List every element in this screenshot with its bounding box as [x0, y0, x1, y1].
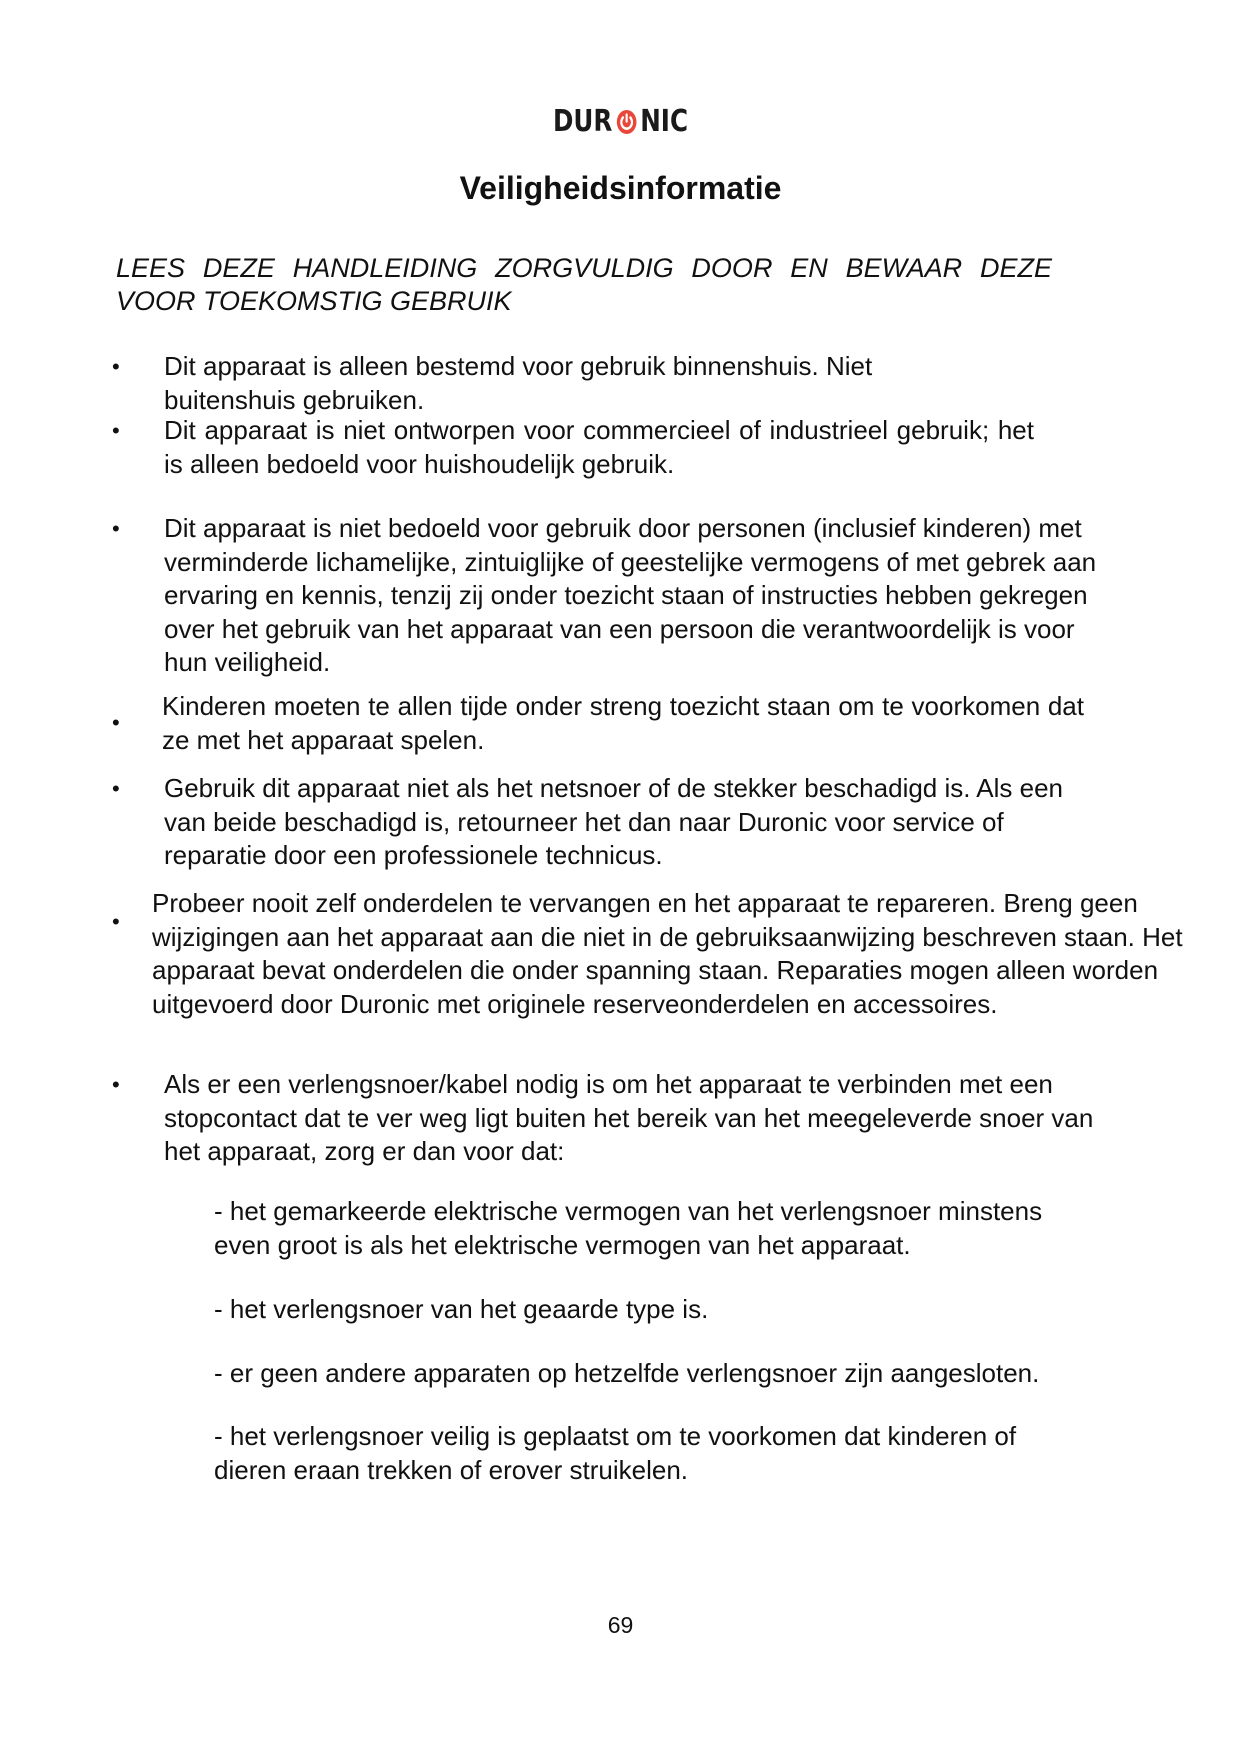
bullet-dot: •: [112, 1072, 120, 1097]
intro-warning: LEES DEZE HANDLEIDING ZORGVULDIG DOOR EN BEWAAR DEZE VOOR TOEKOMSTIG GEBRUIK: [116, 253, 1052, 316]
sub-item: - er geen andere apparaten op hetzelfde verlengsnoer zijn aangesloten.: [214, 1358, 1040, 1388]
bullet-text: Als er een verlengsnoer/kabel nodig is om het apparaat te verbinden met een stopcontact dat te ver weg ligt buiten het bereik van het meegeleverde snoer van het apparaat, zorg er dan voor dat:: [164, 1069, 1094, 1166]
bullet-dot: •: [112, 516, 120, 541]
bullet-text: Kinderen moeten te allen tijde onder streng toezicht staan om te voorkomen dat ze met het apparaat spelen.: [162, 691, 1084, 755]
power-icon: [616, 109, 637, 135]
bullet-text: Dit apparaat is alleen bestemd voor gebruik binnenshuis. Niet buitenshuis gebruiken.: [164, 351, 873, 415]
bullet-text: Dit apparaat is niet bedoeld voor gebruik door personen (inclusief kinderen) met verminderde lichamelijke, zintuiglijke of geestelijke vermogens of met gebrek aan ervaring en kennis, tenzij zij onder toezicht staan of instructies hebben gekregen over het gebruik van het apparaat van een persoon die verantwoordelijk is voor hun veiligheid.: [164, 513, 1097, 677]
sub-item: - het gemarkeerde elektrische vermogen van het verlengsnoer minstens even groot is als het elektrische vermogen van het apparaat.: [214, 1196, 1043, 1260]
bullet-dot: •: [112, 354, 120, 379]
bullet-dot: •: [112, 776, 120, 801]
bullet-dot: •: [112, 418, 120, 443]
bullet-dot: •: [112, 909, 120, 934]
sub-item: - het verlengsnoer van het geaarde type is.: [214, 1294, 709, 1324]
logo-text-right: NIC: [640, 104, 689, 139]
bullet-text: Probeer nooit zelf onderdelen te vervangen en het apparaat te repareren. Breng geen wijzigingen aan het apparaat aan die niet in de gebruiksaanwijzing beschreven staan. Het apparaat bevat onderdelen die onder spanning staan. Reparaties mogen alleen worden uitgevoerd door Duronic met originele reserveonderdelen en accessoires.: [152, 888, 1183, 1019]
sub-item: - het verlengsnoer veilig is geplaatst om te voorkomen dat kinderen of dieren eraan trekken of erover struikelen.: [214, 1421, 1017, 1485]
page-number: 69: [607, 1612, 634, 1638]
logo-text-left: DUR: [552, 104, 613, 139]
bullet-text: Gebruik dit apparaat niet als het netsnoer of de stekker beschadigd is. Als een van beide beschadigd is, retourneer het dan naar Duronic voor service of reparatie door een professionele technicus.: [164, 773, 1063, 870]
duronic-logo: [112, 104, 1130, 139]
page-title: Veiligheidsinformatie: [459, 170, 782, 206]
bullet-text: Dit apparaat is niet ontworpen voor commercieel of industrieel gebruik; het is alleen bedoeld voor huishoudelijk gebruik.: [164, 415, 1034, 479]
bullet-dot: •: [112, 710, 120, 735]
